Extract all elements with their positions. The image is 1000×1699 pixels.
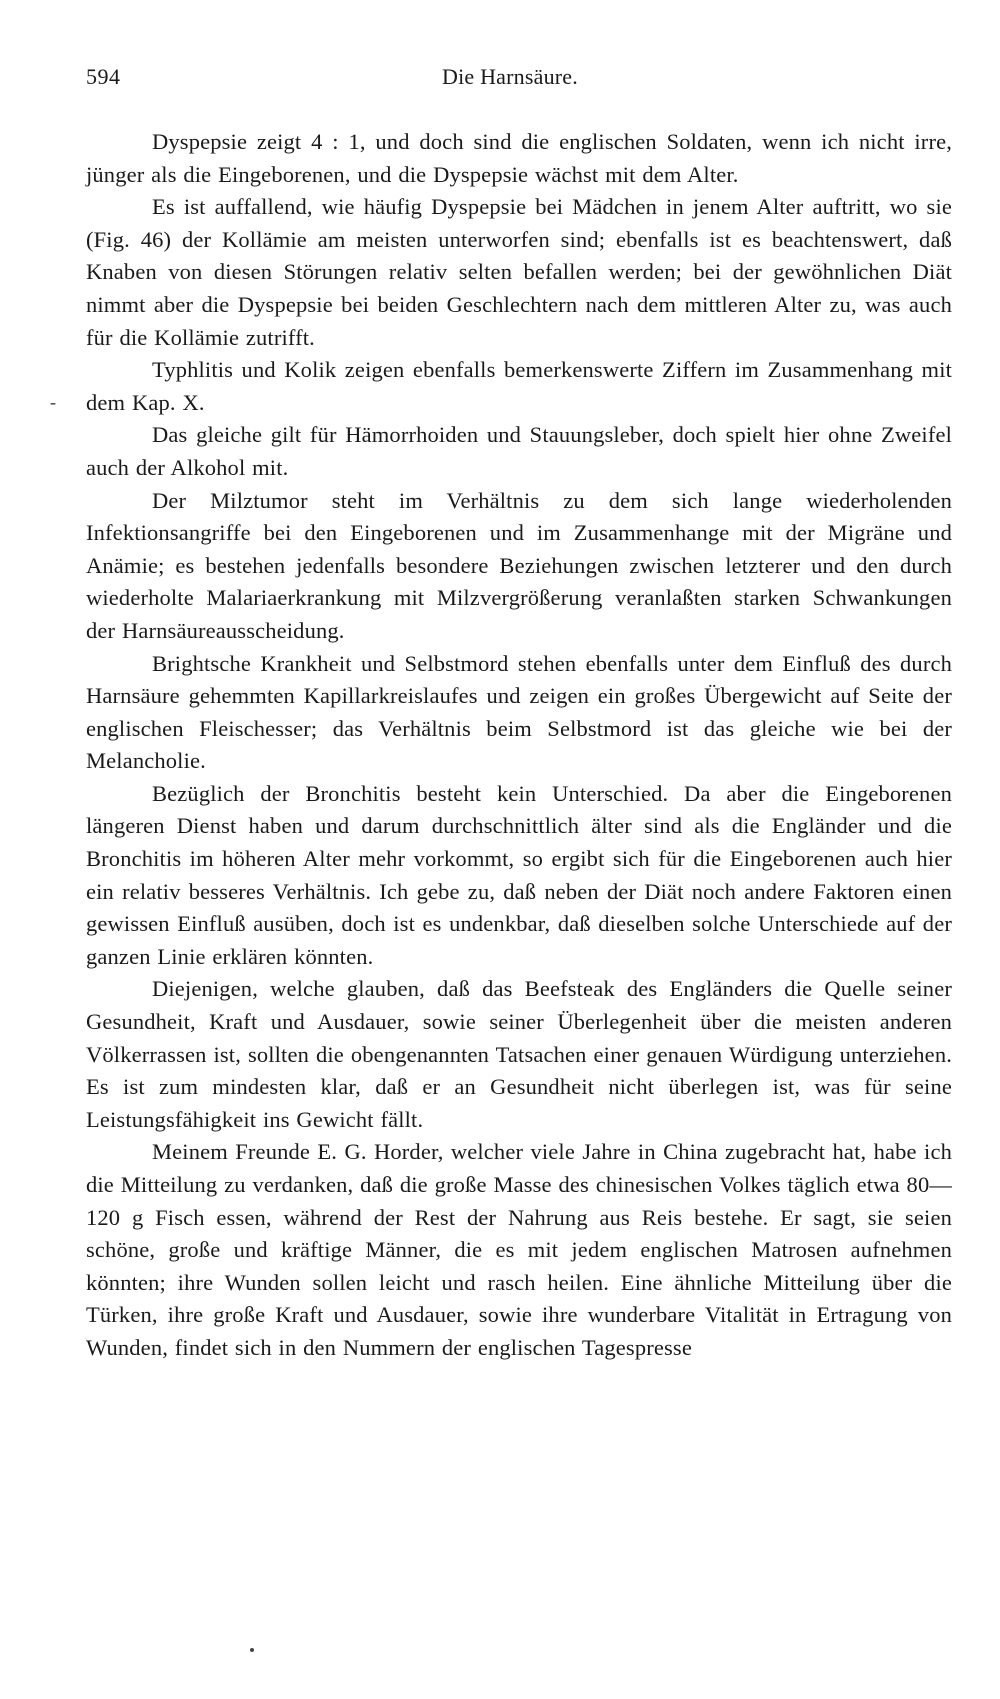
paragraph-horder-china: Meinem Freunde E. G. Horder, welcher viele Jahre in China zugebracht hat, habe ich die Mitteilung zu verdanken, daß die große Masse des chinesischen Volkes täglich etwa 80—120 g Fisch essen, während der Rest der Nahrung aus Reis bestehe. Er sagt, sie seien schöne, große und kräftige Männer, die es mit jedem englischen Matrosen aufnehmen könnten; ihre Wunden sollen leicht und rasch heilen. Eine ähnliche Mitteilung über die Türken, ihre große Kraft und Ausdauer, sowie ihre wunderbare Vitalität in Ertragung von Wunden, findet sich in den Nummern der englischen Tagespresse [86,1139,952,1360]
paragraph-haemorrhoiden: Das gleiche gilt für Hämorrhoiden und Stauungsleber, doch spielt hier ohne Zweifel auch der Alkohol mit. [86,422,952,480]
paragraph-bronchitis: Bezüglich der Bronchitis besteht kein Unterschied. Da aber die Eingeborenen längeren Dienst haben und darum durchschnittlich älter sind als die Engländer und die Bronchitis im höheren Alter mehr vorkommt, so ergibt sich für die Eingeborenen auch hier ein relativ besseres Verhältnis. Ich gebe zu, daß neben der Diät noch andere Faktoren einen gewissen Einfluß ausüben, doch ist es undenkbar, daß dieselben solche Unterschiede auf der ganzen Linie erklären könnten. [86,780,952,969]
paragraph-dyspepsie-maedchen: Es ist auffallend, wie häufig Dyspepsie bei Mädchen in jenem Alter auftritt, wo sie (Fig. 46) der Kollämie am meisten unterworfen sind; ebenfalls ist es beachtenswert, daß Knaben von diesen Störungen relativ selten befallen werden; bei der gewöhnlichen Diät nimmt aber die Dyspepsie bei beiden Geschlechtern nach dem mittleren Alter zu, was auch für die Kollämie zutrifft. [86,194,952,350]
running-title: Die Harnsäure. [442,64,578,89]
print-speck [250,1648,254,1652]
paragraph-typhlitis: Typhlitis und Kolik zeigen ebenfalls bemerkenswerte Ziffern im Zusammenhang mit dem Kap. X. [86,357,952,415]
page-number: 594 [86,64,121,89]
body-text [86,126,952,1365]
paragraph-brightsche-krankheit: Brightsche Krankheit und Selbstmord stehen ebenfalls unter dem Einfluß des durch Harnsäure gehemmten Kapillarkreislaufes und zeigen ein großes Übergewicht auf Seite der englischen Fleischesser; das Verhältnis beim Selbstmord ist das gleiche wie bei der Melancholie. [86,650,952,774]
margin-mark: - [50,392,56,412]
paragraph-beefsteak: Diejenigen, welche glauben, daß das Beefsteak des Engländers die Quelle seiner Gesundheit, Kraft und Ausdauer, sowie seiner Überlegenheit über die meisten anderen Völkerrassen ist, sollten die obengenannten Tatsachen einer genauen Würdigung unterziehen. Es ist zum mindesten klar, daß er an Gesundheit nicht überlegen ist, was für seine Leistungsfähigkeit ins Gewicht fällt. [86,976,952,1132]
paragraph-milztumor: Der Milztumor steht im Verhältnis zu dem sich lange wiederholenden Infektionsangriffe bei den Eingeborenen und im Zusammenhange mit der Migräne und Anämie; es bestehen jedenfalls besondere Beziehungen zwischen letzterer und den durch wiederholte Malariaerkrankung mit Milzvergrößerung veranlaßten starken Schwankungen der Harnsäureausscheidung. [86,487,952,643]
page-header [86,64,960,104]
paragraph-dyspepsie-ratio: Dyspepsie zeigt 4 : 1, und doch sind die englischen Soldaten, wenn ich nicht irre, jünger als die Eingeborenen, und die Dyspepsie wächst mit dem Alter. [86,129,952,187]
